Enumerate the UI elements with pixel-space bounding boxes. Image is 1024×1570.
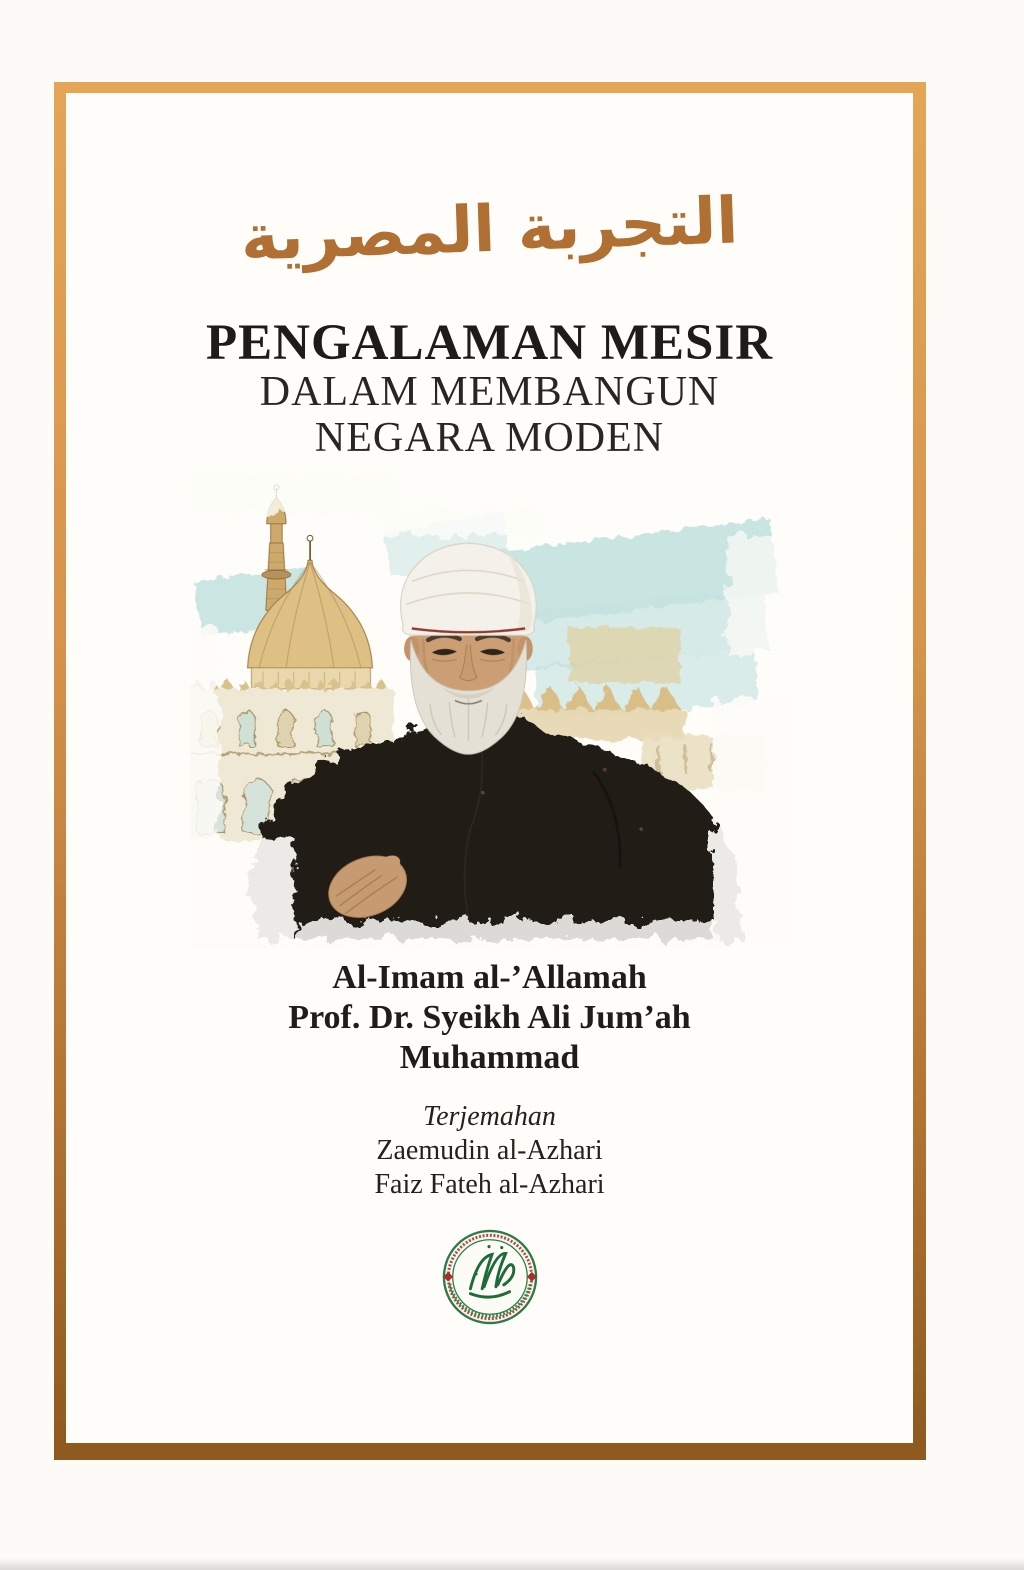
translator-1: Zaemudin al-Azhari	[376, 1135, 603, 1167]
cover-photo	[66, 474, 913, 952]
title-subtitle-line1: DALAM MEMBANGUN	[259, 369, 720, 416]
translator-2: Faiz Fateh al-Azhari	[374, 1169, 605, 1201]
author-honorific: Al-Imam al-’Allamah	[332, 958, 647, 996]
title-subtitle-line2: NEGARA MODEN	[314, 415, 665, 462]
author-block	[66, 958, 913, 1078]
arabic-calligraphy-title: التجربة المصرية	[239, 184, 740, 276]
author-name: Prof. Dr. Syeikh Ali Jum’ah	[288, 998, 691, 1036]
cover-content	[66, 93, 913, 1443]
title-main: PENGALAMAN MESIR	[205, 315, 774, 372]
scan-edge-shadow	[0, 1558, 1024, 1570]
cover-photo-illustration	[190, 474, 790, 949]
seal-wrap	[66, 1228, 913, 1326]
translation-block	[66, 1100, 913, 1202]
translation-heading: Terjemahan	[423, 1100, 556, 1132]
publisher-seal	[441, 1228, 539, 1326]
cover-border-frame	[54, 82, 926, 1460]
author-name-2: Muhammad	[399, 1038, 580, 1076]
